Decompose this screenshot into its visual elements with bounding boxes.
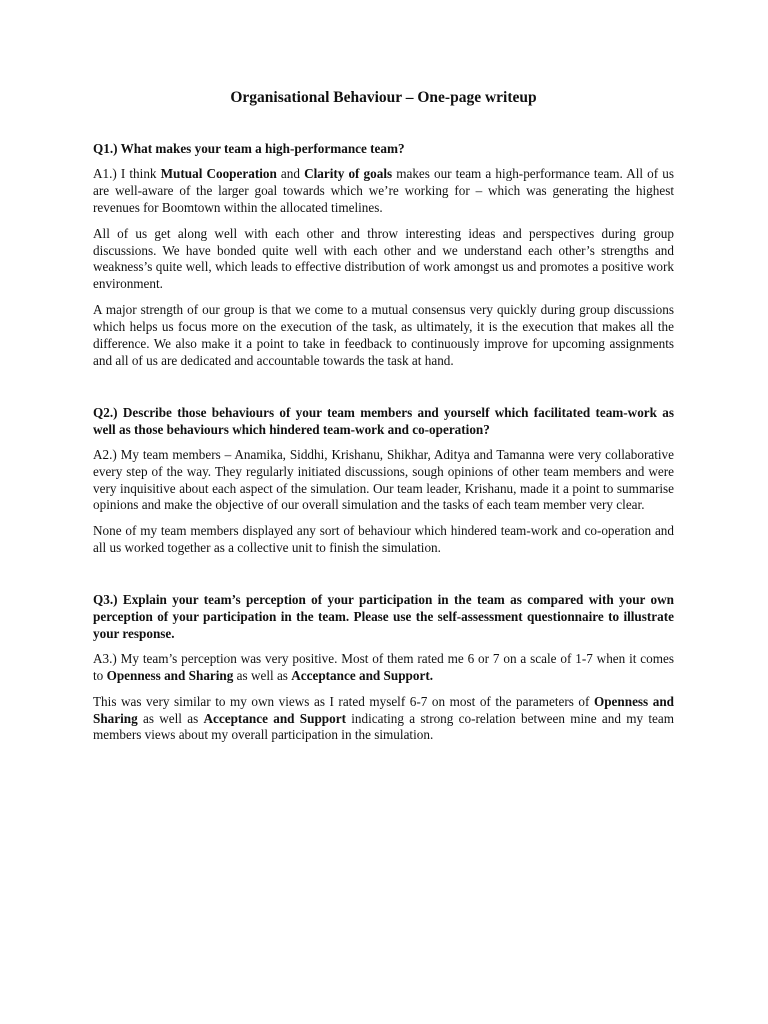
question-heading: Q3.) Explain your team’s perception of your participation in the team as compared with your own perception of your participation in the team. Please use the self-assessment questionnaire to illustrate your response.	[93, 592, 674, 641]
question-heading: Q2.) Describe those behaviours of your team members and yourself which facilitated team-work as well as those behaviours which hindered team-work and co-operation?	[93, 404, 674, 437]
section-q2	[93, 405, 674, 557]
text-run: All of us get along well with each other and throw interesting ideas and perspectives during group discussions. We have bonded quite well with each other and we understand each other’s strengths and weakness’s quite well, which leads to effective distribution of work amongst us and promotes a positive work environment.	[93, 225, 674, 292]
document-page	[93, 88, 674, 753]
text-run: A2.) My team members – Anamika, Siddhi, Krishanu, Shikhar, Aditya and Tamanna were very collaborative every step of the way. They regularly initiated discussions, sough opinions of other team members and were very inquisitive about each aspect of the simulation. Our team leader, Krishanu, made it a point to summarise opinions and make the objective of our overall simulation and the tasks of each team member very clear.	[93, 446, 674, 513]
text-run: A3.) My team’s perception was very positive. Most of them rated me 6 or 7 on a scale of 1-7 when it comes to	[93, 650, 674, 683]
answer-paragraph	[93, 166, 674, 217]
question-heading: Q1.) What makes your team a high-performance team?	[93, 141, 405, 156]
text-run: None of my team members displayed any sort of behaviour which hindered team-work and co-operation and all us worked together as a collective unit to finish the simulation.	[93, 523, 674, 556]
answer-paragraph	[93, 226, 674, 294]
page-title: Organisational Behaviour – One-page writeup	[230, 89, 537, 106]
bold-text-run: Openness and Sharing	[93, 693, 674, 726]
text-run: as well as	[137, 710, 204, 726]
bold-text-run: Acceptance and Support	[203, 710, 346, 726]
text-run: as well as	[233, 667, 292, 683]
section-spacer	[93, 379, 674, 405]
text-run: A1.) I think	[93, 165, 161, 181]
bold-text-run: Clarity of goals	[304, 165, 393, 181]
answer-paragraph	[93, 651, 674, 685]
answer-paragraph	[93, 302, 674, 370]
bold-text-run: Openness and Sharing	[106, 667, 234, 683]
section-q3	[93, 592, 674, 744]
section-spacer	[93, 566, 674, 592]
text-run: and	[276, 165, 305, 181]
text-run: makes our team a high-performance team. All of us are well-aware of the larger goal towards which we’re working for – which was generating the highest revenues for Boomtown within the allocated timelines.	[93, 165, 674, 215]
answer-paragraph	[93, 447, 674, 515]
text-run: A major strength of our group is that we come to a mutual consensus very quickly during group discussions which helps us focus more on the execution of the task, as ultimately, it is the execution that makes all the difference. We also make it a point to take in feedback to continuously improve for upcoming assignments and all of us are dedicated and accountable towards the task at hand.	[93, 302, 674, 368]
answer-paragraph	[93, 523, 674, 557]
section-q1	[93, 141, 674, 370]
text-run: indicating a strong co-relation between mine and my team members views about my overall participation in the simulation.	[93, 710, 674, 743]
bold-text-run: Acceptance and Support.	[291, 667, 434, 683]
text-run: This was very similar to my own views as I rated myself 6-7 on most of the parameters of	[93, 693, 594, 709]
answer-paragraph	[93, 694, 674, 745]
bold-text-run: Mutual Cooperation	[160, 165, 277, 181]
